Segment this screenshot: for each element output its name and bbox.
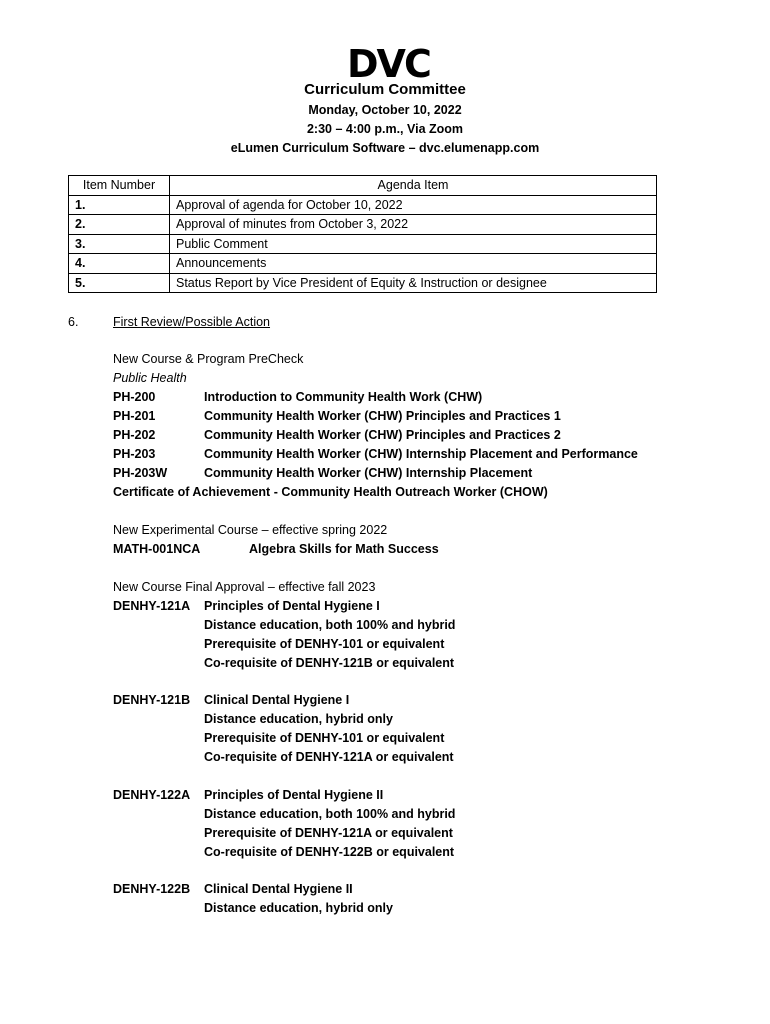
- course-code: PH-200: [113, 390, 156, 404]
- course-title: Community Health Worker (CHW) Principles and Practices 2: [204, 428, 561, 442]
- course-title: Introduction to Community Health Work (CHW): [204, 390, 483, 404]
- course-title: Clinical Dental Hygiene II: [204, 882, 353, 896]
- agenda-item: Approval of minutes from October 3, 2022: [170, 215, 657, 235]
- col-agenda-item: Agenda Item: [170, 176, 657, 196]
- course-title: Principles of Dental Hygiene I: [204, 599, 380, 613]
- course-detail: Prerequisite of DENHY-121A or equivalent: [204, 826, 453, 840]
- agenda-header-row: [69, 176, 657, 196]
- meeting-date: Monday, October 10, 2022: [308, 103, 462, 117]
- certificate-title: Certificate of Achievement - Community Health Outreach Worker (CHOW): [113, 485, 548, 499]
- course-code: PH-203W: [113, 466, 168, 480]
- precheck-subject: Public Health: [113, 371, 187, 385]
- course-title: Principles of Dental Hygiene II: [204, 788, 384, 802]
- course-detail: Co-requisite of DENHY-121B or equivalent: [204, 656, 455, 670]
- course-detail: Prerequisite of DENHY-101 or equivalent: [204, 637, 445, 651]
- course-detail: Co-requisite of DENHY-121A or equivalent: [204, 750, 454, 764]
- item-number: 1.: [69, 195, 170, 215]
- table-row: [69, 234, 657, 254]
- agenda-item: Status Report by Vice President of Equity & Instruction or designee: [170, 273, 657, 293]
- course-code: PH-202: [113, 428, 156, 442]
- table-row: [69, 215, 657, 235]
- course-detail: Distance education, both 100% and hybrid: [204, 807, 456, 821]
- document-title: Curriculum Committee: [304, 81, 466, 98]
- course-code: DENHY-122A: [113, 788, 191, 802]
- precheck-title: New Course & Program PreCheck: [113, 352, 304, 366]
- item-number: 2.: [69, 215, 170, 235]
- dvc-logo: DVC: [347, 42, 430, 86]
- agenda-item: Public Comment: [170, 234, 657, 254]
- course-detail: Distance education, hybrid only: [204, 712, 393, 726]
- item-number: 3.: [69, 234, 170, 254]
- meeting-software: eLumen Curriculum Software – dvc.elumenapp.com: [230, 141, 540, 155]
- item-number: 4.: [69, 254, 170, 274]
- table-row: [69, 254, 657, 274]
- course-code: DENHY-122B: [113, 882, 191, 896]
- item-number: 5.: [69, 273, 170, 293]
- course-code: PH-203: [113, 447, 156, 461]
- course-title: Community Health Worker (CHW) Principles and Practices 1: [204, 409, 561, 423]
- col-item-number: Item Number: [69, 176, 170, 196]
- course-title: Community Health Worker (CHW) Internship Placement: [204, 466, 533, 480]
- course-title: Algebra Skills for Math Success: [249, 542, 439, 556]
- course-detail: Distance education, hybrid only: [204, 901, 393, 915]
- course-title: Community Health Worker (CHW) Internship Placement and Performance: [204, 447, 638, 461]
- course-detail: Prerequisite of DENHY-101 or equivalent: [204, 731, 445, 745]
- course-detail: Co-requisite of DENHY-122B or equivalent: [204, 845, 455, 859]
- section-number: 6.: [68, 315, 79, 329]
- agenda-table: [68, 175, 657, 293]
- course-title: Clinical Dental Hygiene I: [204, 693, 350, 707]
- experimental-title: New Experimental Course – effective spring 2022: [113, 523, 388, 537]
- course-code: DENHY-121B: [113, 693, 191, 707]
- course-code: MATH-001NCA: [113, 542, 201, 556]
- agenda-item: Approval of agenda for October 10, 2022: [170, 195, 657, 215]
- course-code: DENHY-121A: [113, 599, 191, 613]
- final-approval-title: New Course Final Approval – effective fall 2023: [113, 580, 376, 594]
- agenda-item: Announcements: [170, 254, 657, 274]
- course-code: PH-201: [113, 409, 156, 423]
- table-row: [69, 273, 657, 293]
- section-heading: First Review/Possible Action: [113, 315, 271, 329]
- course-detail: Distance education, both 100% and hybrid: [204, 618, 456, 632]
- meeting-time: 2:30 – 4:00 p.m., Via Zoom: [306, 122, 464, 136]
- table-row: [69, 195, 657, 215]
